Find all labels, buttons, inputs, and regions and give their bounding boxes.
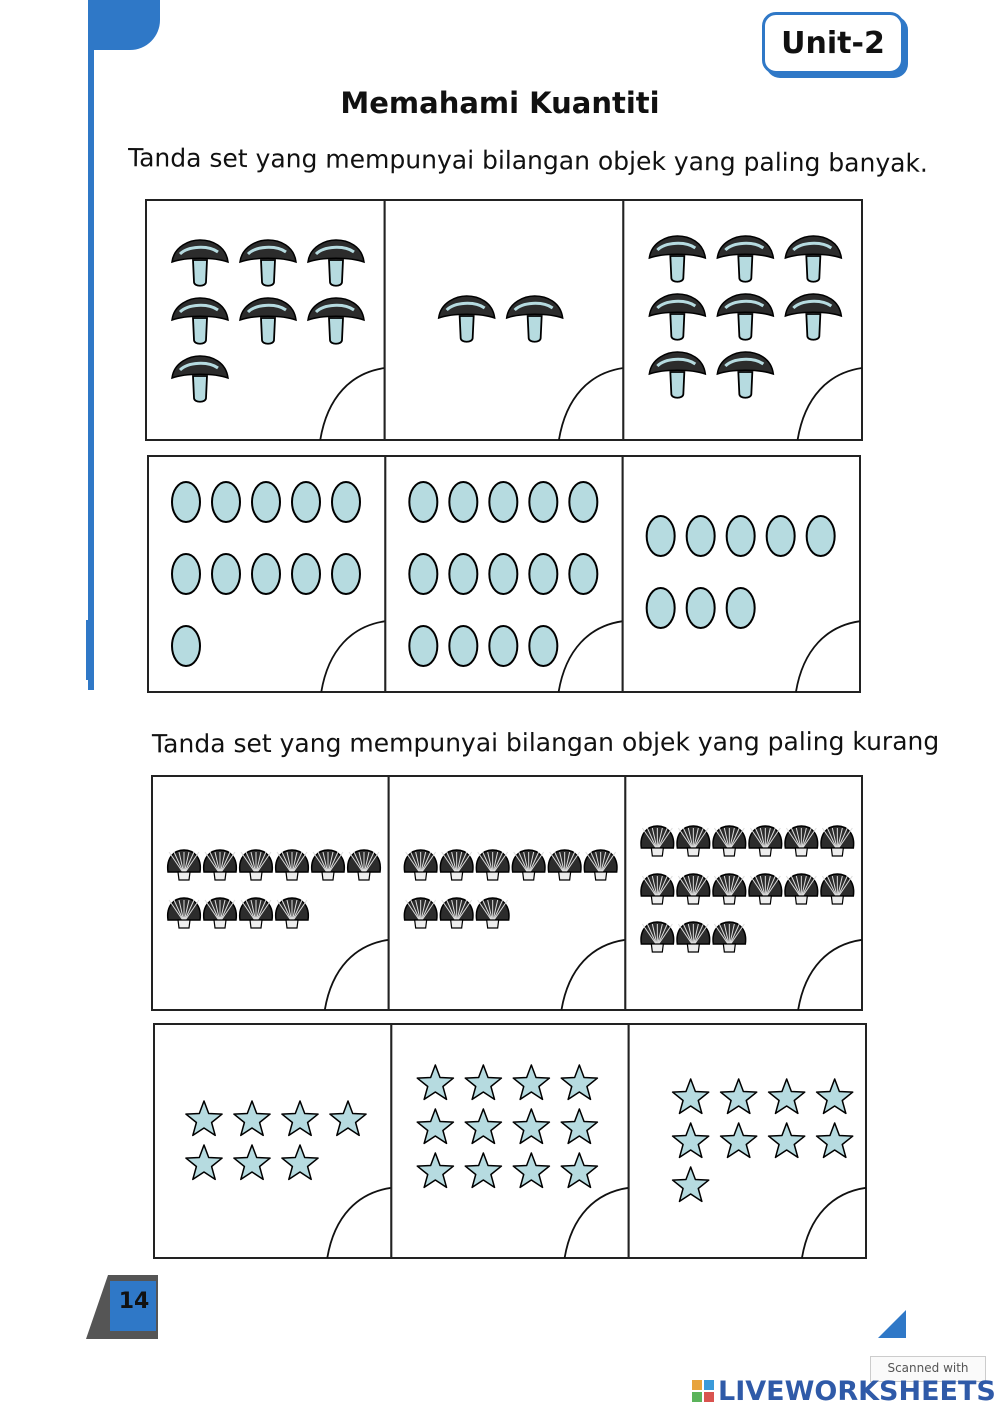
egg-icon xyxy=(647,516,675,556)
egg-icon xyxy=(292,554,320,594)
egg-icon xyxy=(687,516,715,556)
set-box[interactable] xyxy=(389,776,626,1010)
set-box[interactable] xyxy=(629,1024,866,1258)
set-row-stars-grid xyxy=(154,1024,866,1258)
egg-icon xyxy=(647,588,675,628)
set-box[interactable] xyxy=(385,200,624,440)
egg-icon xyxy=(489,482,517,522)
set-row-shells-grid xyxy=(152,776,862,1010)
egg-icon xyxy=(727,516,755,556)
egg-icon xyxy=(449,626,477,666)
liveworksheets-logo[interactable] xyxy=(692,1376,996,1406)
page-edge-tab xyxy=(88,0,160,50)
egg-icon xyxy=(529,626,557,666)
set-box[interactable] xyxy=(385,456,622,692)
egg-icon xyxy=(332,482,360,522)
egg-icon xyxy=(449,554,477,594)
set-box[interactable] xyxy=(625,776,862,1010)
unit-badge xyxy=(762,12,904,74)
set-box[interactable] xyxy=(154,1024,391,1258)
scanned-badge: Scanned with xyxy=(870,1356,986,1382)
set-box[interactable] xyxy=(148,456,385,692)
set-box[interactable] xyxy=(623,200,862,440)
brand-text: LIVEWORKSHEETS xyxy=(718,1375,996,1407)
egg-icon xyxy=(767,516,795,556)
egg-icon xyxy=(292,482,320,522)
egg-icon xyxy=(332,554,360,594)
egg-icon xyxy=(727,588,755,628)
egg-icon xyxy=(529,482,557,522)
egg-icon xyxy=(409,554,437,594)
set-row-mushrooms-grid xyxy=(146,200,862,440)
corner-triangle xyxy=(878,1310,908,1340)
set-box[interactable] xyxy=(391,1024,628,1258)
egg-icon xyxy=(449,482,477,522)
egg-icon xyxy=(687,588,715,628)
instruction-least: Tanda set yang mempunyai bilangan objek yang paling kurang xyxy=(151,726,940,759)
set-box[interactable] xyxy=(152,776,389,1010)
set-box[interactable] xyxy=(146,200,385,440)
egg-icon xyxy=(172,626,200,666)
egg-icon xyxy=(409,626,437,666)
instruction-most: Tanda set yang mempunyai bilangan objek yang paling banyak. xyxy=(127,143,929,178)
worksheet-title: Memahami Kuantiti xyxy=(340,86,660,120)
egg-icon xyxy=(409,482,437,522)
egg-icon xyxy=(212,482,240,522)
egg-icon xyxy=(529,554,557,594)
egg-icon xyxy=(252,482,280,522)
unit-label: Unit-2 xyxy=(781,25,885,61)
set-row-eggs-grid xyxy=(148,456,860,692)
egg-icon xyxy=(172,554,200,594)
egg-icon xyxy=(489,626,517,666)
egg-icon xyxy=(252,554,280,594)
page-edge-mark xyxy=(86,620,89,680)
egg-icon xyxy=(212,554,240,594)
egg-icon xyxy=(489,554,517,594)
egg-icon xyxy=(569,554,597,594)
egg-icon xyxy=(172,482,200,522)
egg-icon xyxy=(569,482,597,522)
logo-squares-icon xyxy=(692,1380,714,1402)
page-number: 14 xyxy=(118,1289,150,1314)
egg-icon xyxy=(807,516,835,556)
set-box[interactable] xyxy=(623,456,860,692)
